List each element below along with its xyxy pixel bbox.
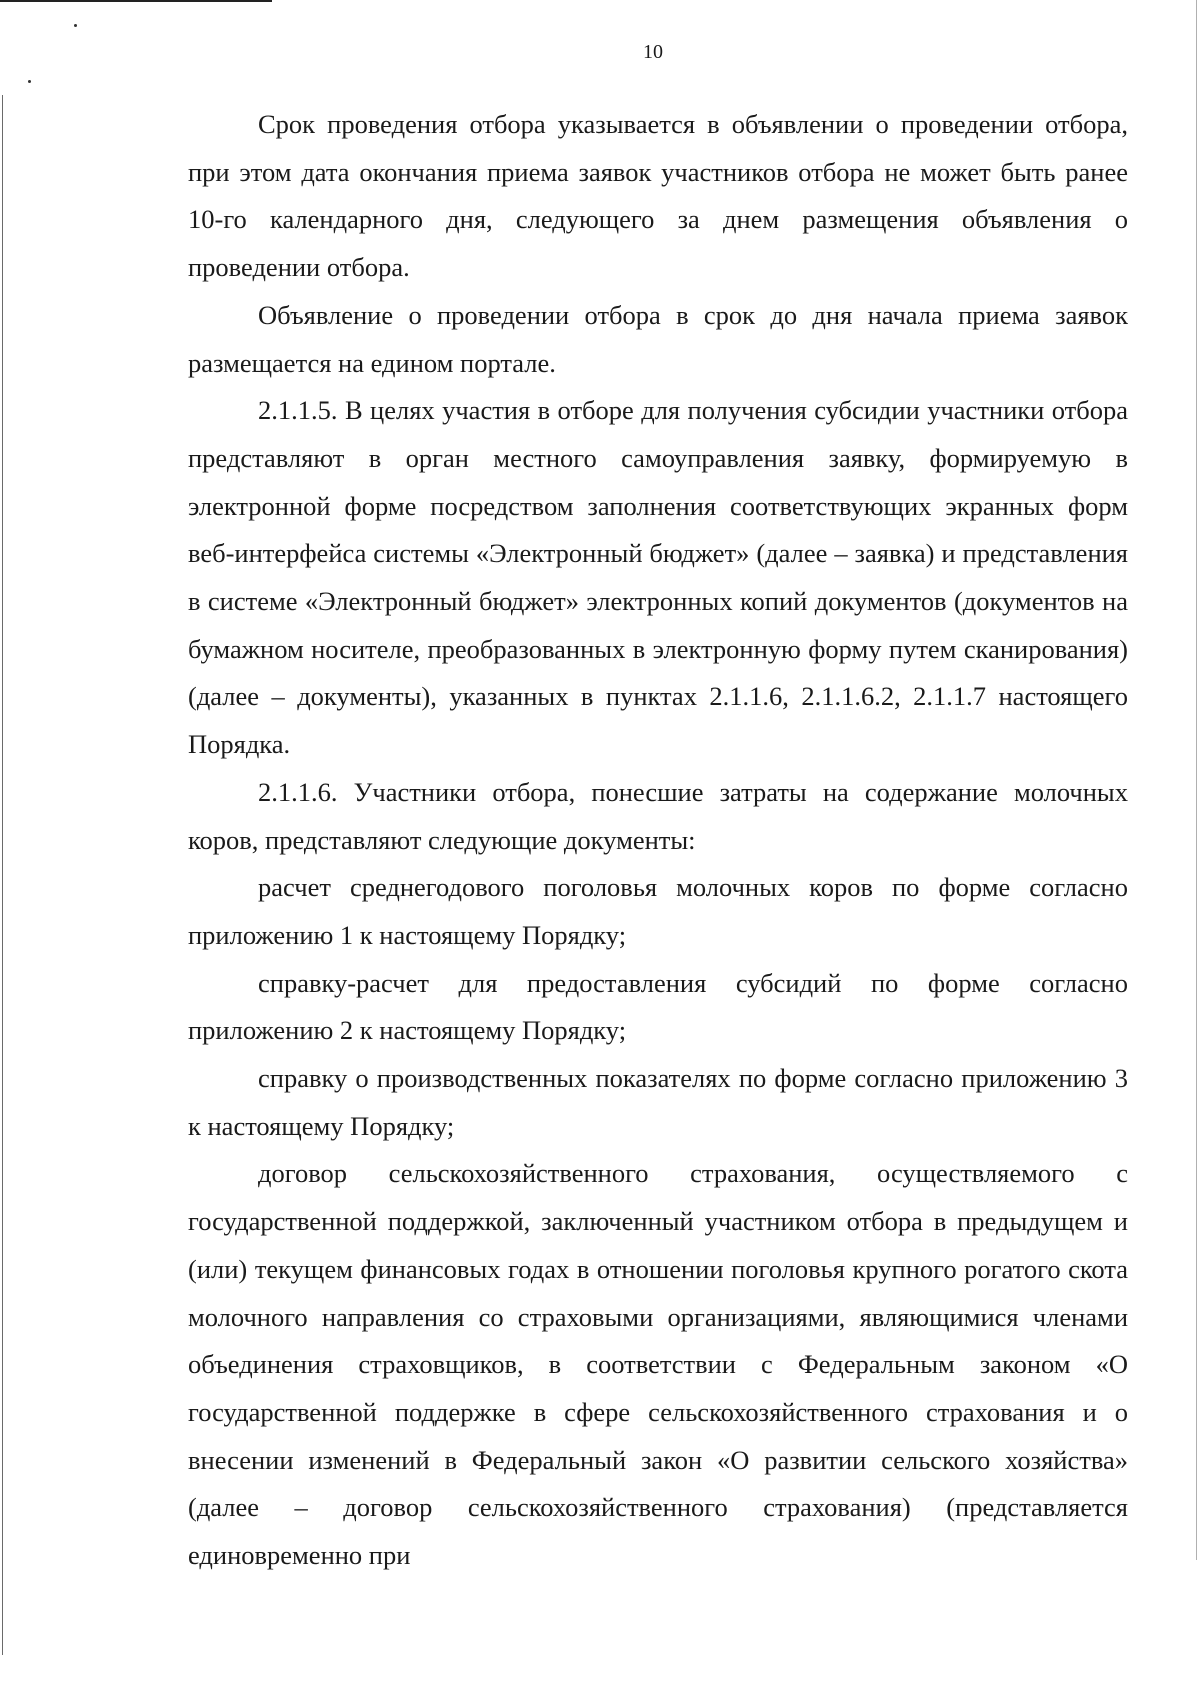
paragraph: 2.1.1.5. В целях участия в отборе для получения субсидии участники отбора представляют в орган местного самоуправления заявку, формируемую в электронной форме посредством заполнения соответствующих экранных форм веб-интерфейса системы «Электронный бюджет» (далее – заявка) и представления в системе «Электронный бюджет» электронных копий документов (документов на бумажном носителе, преобразованных в электронную форму путем сканирования) (далее – документы), указанных в пунктах 2.1.1.6, 2.1.1.6.2, 2.1.1.7 настоящего Порядка. [188, 395, 1128, 760]
paragraph: справку-расчет для предоставления субсидий по форме согласно приложению 2 к настоящему Порядку; [188, 967, 1128, 1046]
paragraph: 2.1.1.6. Участники отбора, понесшие затраты на содержание молочных коров, представляют следующие документы: [188, 776, 1128, 855]
document-body [188, 101, 1128, 1580]
paragraph: Объявление о проведении отбора в срок до дня начала приема заявок размещается на едином портале. [188, 299, 1128, 378]
paragraph: справку о производственных показателях по форме согласно приложению 3 к настоящему Порядку; [188, 1063, 1128, 1141]
scan-artifact-top-line [0, 0, 272, 2]
scan-artifact-dot [28, 80, 31, 83]
scan-artifact-left-edge [2, 95, 3, 1655]
paragraph: расчет среднегодового поголовья молочных коров по форме согласно приложению 1 к настоящему Порядку; [188, 872, 1128, 950]
scan-artifact-dot [74, 24, 77, 27]
page-number: 10 [643, 41, 663, 63]
paragraph: Срок проведения отбора указывается в объявлении о проведении отбора, при этом дата окончания приема заявок участников отбора не может быть ранее 10-го календарного дня, следующего за днем размещения объявления о проведении отбора. [188, 109, 1128, 283]
paragraph: договор сельскохозяйственного страхования, осуществляемого с государственной поддержкой, заключенный участником отбора в предыдущем и (или) текущем финансовых годах в отношении поголовья крупного рогатого скота молочного направления со страховыми организациями, являющимися членами объединения страховщиков, в соответствии с Федеральным законом «О государственной поддержке в сфере сельскохозяйственного страхования и о внесении изменений в Федеральный закон «О развитии сельского хозяйства» (далее – договор сельскохозяйственного страхования) (представляется единовременно при [188, 1158, 1128, 1571]
scan-artifact-right-edge [1196, 0, 1197, 1560]
